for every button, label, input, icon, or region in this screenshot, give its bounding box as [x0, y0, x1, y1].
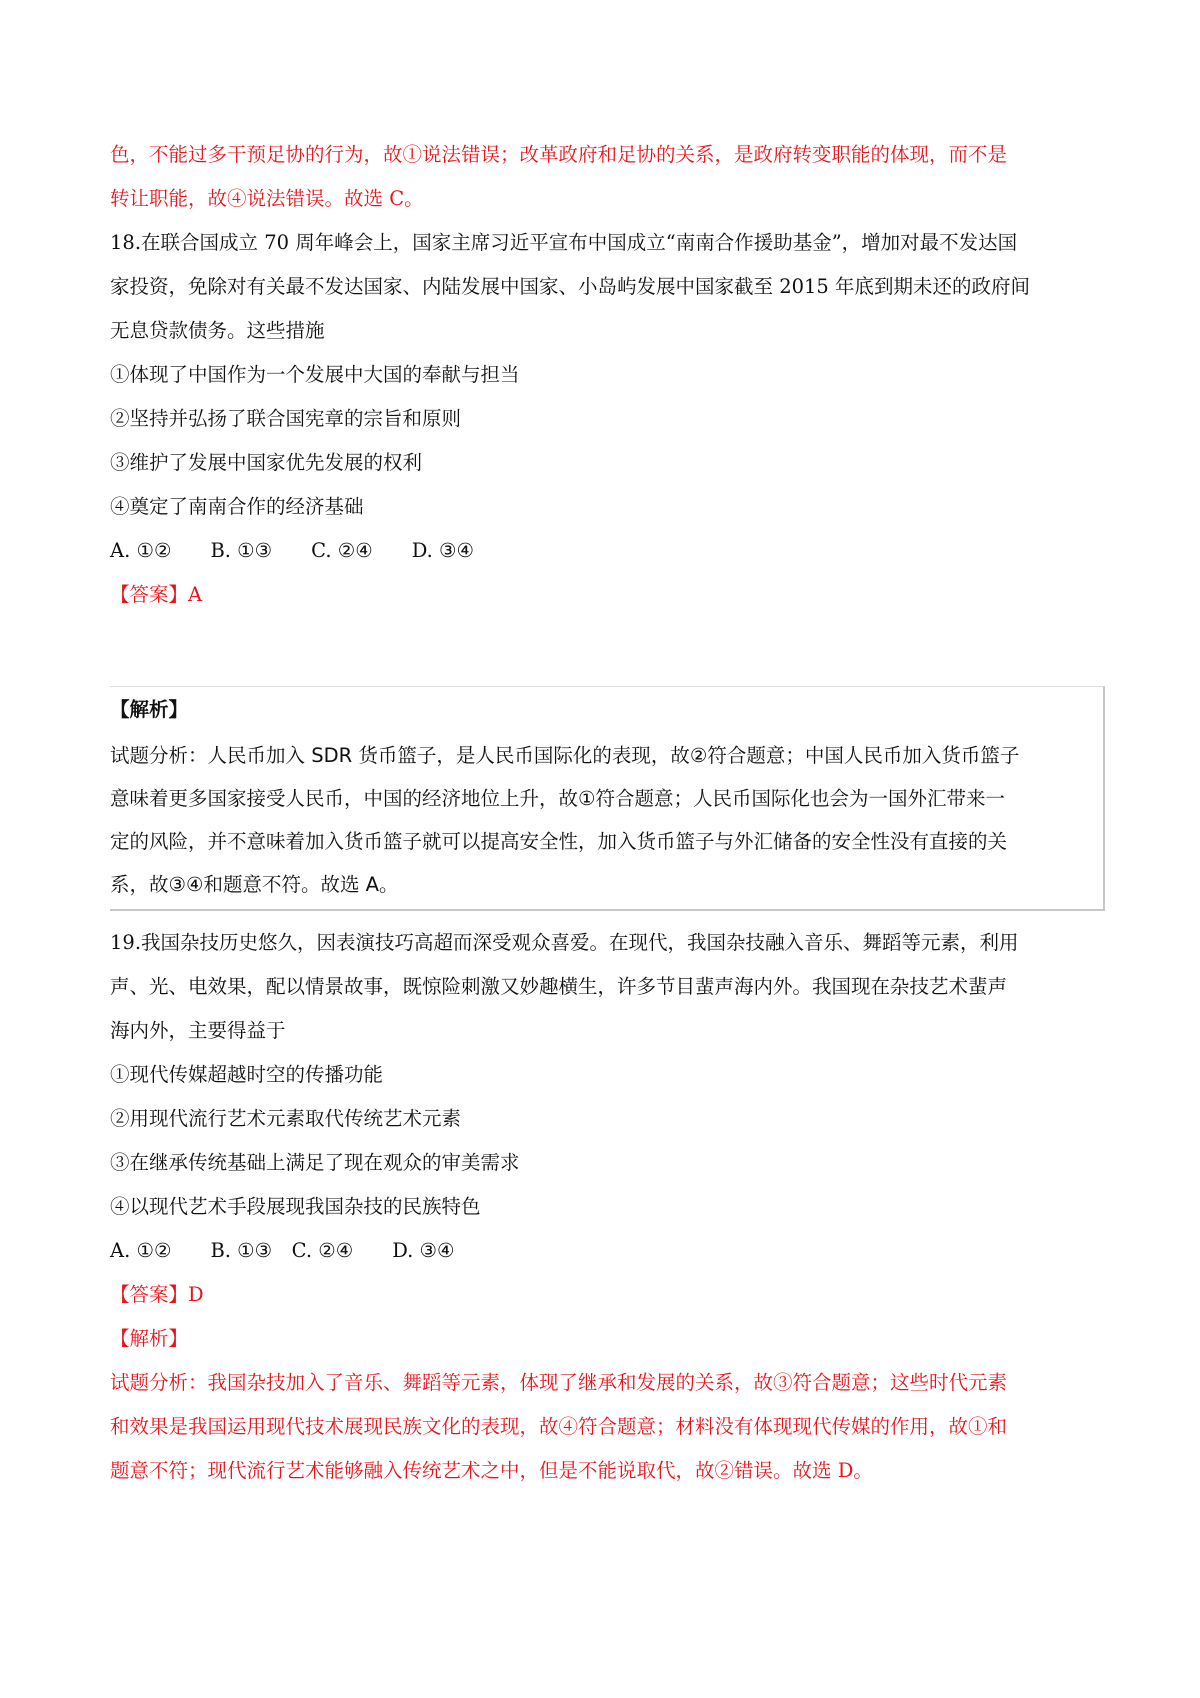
q18-option: ②坚持并弘扬了联合国宪章的宗旨和原则 [110, 407, 462, 430]
q19-stem-line: 海内外，主要得益于 [110, 1019, 286, 1042]
q18-analysis-box [110, 686, 1105, 911]
q18-stem-line: 无息贷款债务。这些措施 [110, 319, 325, 342]
q18-option: ④奠定了南南合作的经济基础 [110, 495, 364, 518]
q18-analysis-line: 定的风险，并不意味着加入货币篮子就可以提高安全性，加入货币篮子与外汇储备的安全性没有直接的关 [110, 830, 1008, 853]
q18-analysis-line: 系，故③④和题意不符。故选 A。 [110, 873, 399, 896]
q18-stem-line: 家投资，免除对有关最不发达国家、内陆发展中国家、小岛屿发展中国家截至 2015 年底到期未还的政府间 [110, 275, 1031, 298]
q18-choices: A. ①② B. ①③ C. ②④ D. ③④ [110, 539, 475, 562]
prev-analysis-line: 色，不能过多干预足协的行为，故①说法错误；改革政府和足协的关系，是政府转变职能的体现，而不是 [110, 143, 1008, 166]
q19-option: ③在继承传统基础上满足了现在观众的审美需求 [110, 1151, 520, 1174]
q19-analysis-line: 试题分析：我国杂技加入了音乐、舞蹈等元素，体现了继承和发展的关系，故③符合题意；这些时代元素 [110, 1371, 1008, 1394]
q19-stem-line: 19.我国杂技历史悠久，因表演技巧高超而深受观众喜爱。在现代，我国杂技融入音乐、舞蹈等元素，利用 [110, 931, 1019, 954]
q18-stem-line: 18.在联合国成立 70 周年峰会上，国家主席习近平宣布中国成立“南南合作援助基金”，增加对最不发达国 [110, 231, 1018, 254]
prev-analysis-line: 转让职能，故④说法错误。故选 C。 [110, 187, 424, 210]
q19-option: ②用现代流行艺术元素取代传统艺术元素 [110, 1107, 462, 1130]
q19-option: ①现代传媒超越时空的传播功能 [110, 1063, 384, 1086]
q18-option: ①体现了中国作为一个发展中大国的奉献与担当 [110, 363, 520, 386]
q19-analysis-line: 题意不符；现代流行艺术能够融入传统艺术之中，但是不能说取代，故②错误。故选 D。 [110, 1459, 873, 1482]
q19-analysis-line: 和效果是我国运用现代技术展现民族文化的表现，故④符合题意；材料没有体现现代传媒的作用，故①和 [110, 1415, 1008, 1438]
q18-analysis-line: 意味着更多国家接受人民币，中国的经济地位上升，故①符合题意；人民币国际化也会为一国外汇带来一 [110, 787, 1005, 810]
q18-option: ③维护了发展中国家优先发展的权利 [110, 451, 423, 474]
q19-option: ④以现代艺术手段展现我国杂技的民族特色 [110, 1195, 481, 1218]
q19-choices: A. ①② B. ①③ C. ②④ D. ③④ [110, 1239, 455, 1262]
q18-analysis-line: 试题分析：人民币加入 SDR 货币篮子，是人民币国际化的表现，故②符合题意；中国人民币加入货币篮子 [110, 744, 1020, 767]
q18-answer: 【答案】A [110, 583, 203, 606]
q19-answer: 【答案】D [110, 1283, 204, 1306]
q19-analysis-heading: 【解析】 [110, 1327, 189, 1350]
q19-stem-line: 声、光、电效果，配以情景故事，既惊险刺激又妙趣横生，许多节目蜚声海内外。我国现在杂技艺术蜚声 [110, 975, 1008, 998]
q18-analysis-heading: 【解析】 [110, 698, 189, 721]
